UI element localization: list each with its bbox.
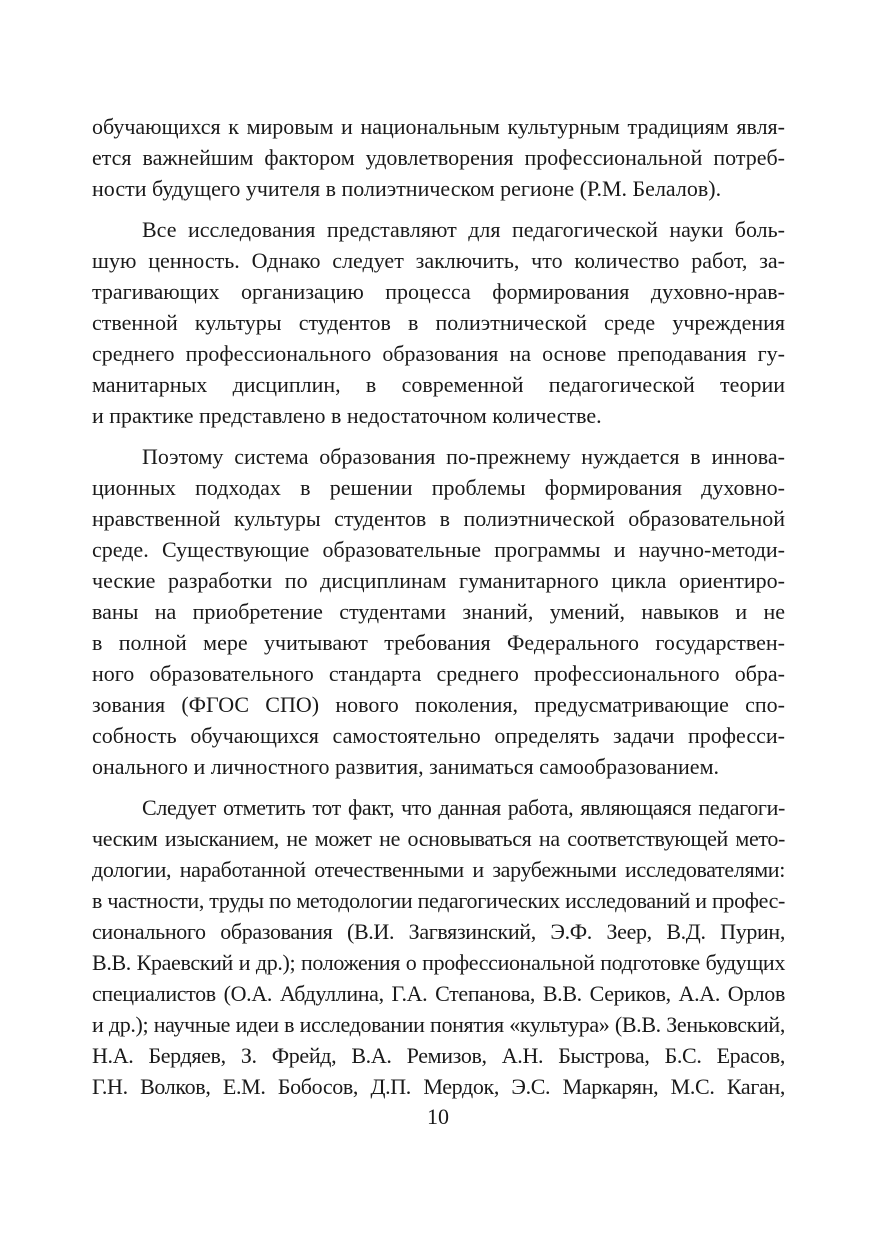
text-line: трагивающих организацию процесса формирования духовно-нрав- [92, 279, 785, 304]
text-line: сионального образования (В.И. Загвязинский, Э.Ф. Зеер, В.Д. Пурин, [92, 919, 785, 944]
text-line: Н.А. Бердяев, З. Фрейд, В.А. Ремизов, А.Н. Быстрова, Б.С. Ерасов, [92, 1043, 785, 1068]
text-line: обучающихся к мировым и национальным культурным традициям явля- [92, 114, 785, 139]
text-line: В.В. Краевский и др.); положения о профессиональной подготовке будущих [92, 950, 785, 975]
text-line: среде. Существующие образовательные программы и научно-методи- [92, 537, 785, 562]
text-line: собность обучающихся самостоятельно определять задачи професси- [92, 723, 785, 748]
text-line: Следует отметить тот факт, что данная работа, являющаяся педагоги- [142, 795, 785, 820]
body-text [92, 111, 785, 1112]
text-line: нравственной культуры студентов в полиэтнической образовательной [92, 506, 785, 531]
text-line: ности будущего учителя в полиэтническом регионе (Р.М. Белалов). [92, 176, 722, 201]
text-line: ционных подходах в решении проблемы формирования духовно- [92, 475, 785, 500]
text-line: зования (ФГОС СПО) нового поколения, предусматривающие спо- [92, 692, 785, 717]
text-line: Г.Н. Волков, Е.М. Бобосов, Д.П. Мердок, Э.С. Маркарян, М.С. Каган, [92, 1074, 785, 1099]
paragraph [92, 111, 785, 204]
text-line: Поэтому система образования по-прежнему нуждается в иннова- [142, 444, 785, 469]
text-line: шую ценность. Однако следует заключить, что количество работ, за- [92, 248, 785, 273]
text-line: ческие разработки по дисциплинам гуманитарного цикла ориентиро- [92, 568, 785, 593]
text-line: ется важнейшим фактором удовлетворения профессиональной потреб- [92, 145, 785, 170]
text-line: и др.); научные идеи в исследовании понятия «культура» (В.В. Зеньковский, [92, 1012, 785, 1037]
paragraph [92, 792, 785, 1102]
text-line: специалистов (О.А. Абдуллина, Г.А. Степанова, В.В. Сериков, А.А. Орлов [92, 981, 785, 1006]
page-number: 10 [427, 1104, 449, 1129]
text-line: и практике представлено в недостаточном количестве. [92, 403, 602, 428]
text-line: ного образовательного стандарта среднего профессионального обра- [92, 661, 785, 686]
text-line: ваны на приобретение студентами знаний, умений, навыков и не [92, 599, 785, 624]
text-line: манитарных дисциплин, в современной педагогической теории [92, 372, 785, 397]
paragraph [92, 441, 785, 782]
paragraph [92, 214, 785, 431]
text-line: в полной мере учитывают требования Федерального государствен- [92, 630, 785, 655]
text-line: ческим изысканием, не может не основываться на соответствующей мето- [92, 826, 785, 851]
text-line: дологии, наработанной отечественными и зарубежными исследователями: [92, 857, 785, 882]
text-line: онального и личностного развития, заниматься самообразованием. [92, 754, 719, 779]
text-line: ственной культуры студентов в полиэтнической среде учреждения [92, 310, 785, 335]
text-line: среднего профессионального образования на основе преподавания гу- [92, 341, 785, 366]
text-line: в частности, труды по методологии педагогических исследований и профес- [92, 888, 785, 913]
text-line: Все исследования представляют для педагогической науки боль- [142, 217, 785, 242]
